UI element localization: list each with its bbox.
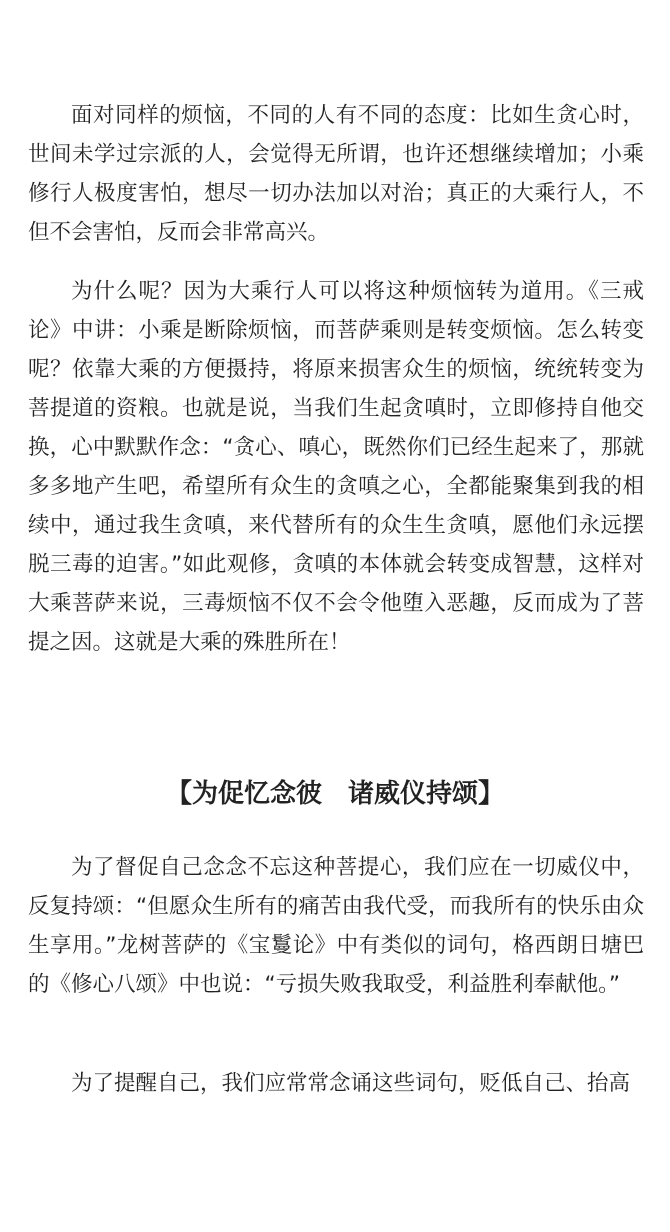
body-paragraph: 为了提醒自己，我们应常常念诵这些词句，贬低自己、抬高 xyxy=(71,1071,631,1096)
body-paragraph: 面对同样的烦恼，不同的人有不同的态度：比如生贪心时，世间未学过宗派的人，会觉得无所谓，也许还想继续增加；小乘修行人极度害怕，想尽一切办法加以对治；真正的大乘行人，不但不会害怕，反而会非常高兴。 xyxy=(28,103,644,245)
body-paragraph: 为了督促自己念念不忘这种菩提心，我们应在一切威仪中，反复持颂：“但愿众生所有的痛苦由我代受，而我所有的快乐由众生享用。”龙树菩萨的《宝鬘论》中有类似的词句，格西朗日塘巴的《修心八颂》中也说：“亏损失败我取受，利益胜利奉献他。” xyxy=(28,855,644,997)
body-paragraph: 为什么呢？因为大乘行人可以将这种烦恼转为道用。《三戒论》中讲：小乘是断除烦恼，而菩萨乘则是转变烦恼。怎么转变呢？依靠大乘的方便摄持，将原来损害众生的烦恼，统统转变为菩提道的资粮。也就是说，当我们生起贪嗔时，立即修持自他交换，心中默默作念：“贪心、嗔心，既然你们已经生起来了，那就多多地产生吧，希望所有众生的贪嗔之心，全都能聚集到我的相续中，通过我生贪嗔，来代替所有的众生生贪嗔，愿他们永远摆脱三毒的迫害。”如此观修，贪嗔的本体就会转变成智慧，这样对大乘菩萨来说，三毒烦恼不仅不会令他堕入恶趣，反而成为了菩提之因。这就是大乘的殊胜所在！ xyxy=(28,279,644,655)
section-heading: 【为促忆念彼 诸威仪持颂】 xyxy=(165,779,504,809)
